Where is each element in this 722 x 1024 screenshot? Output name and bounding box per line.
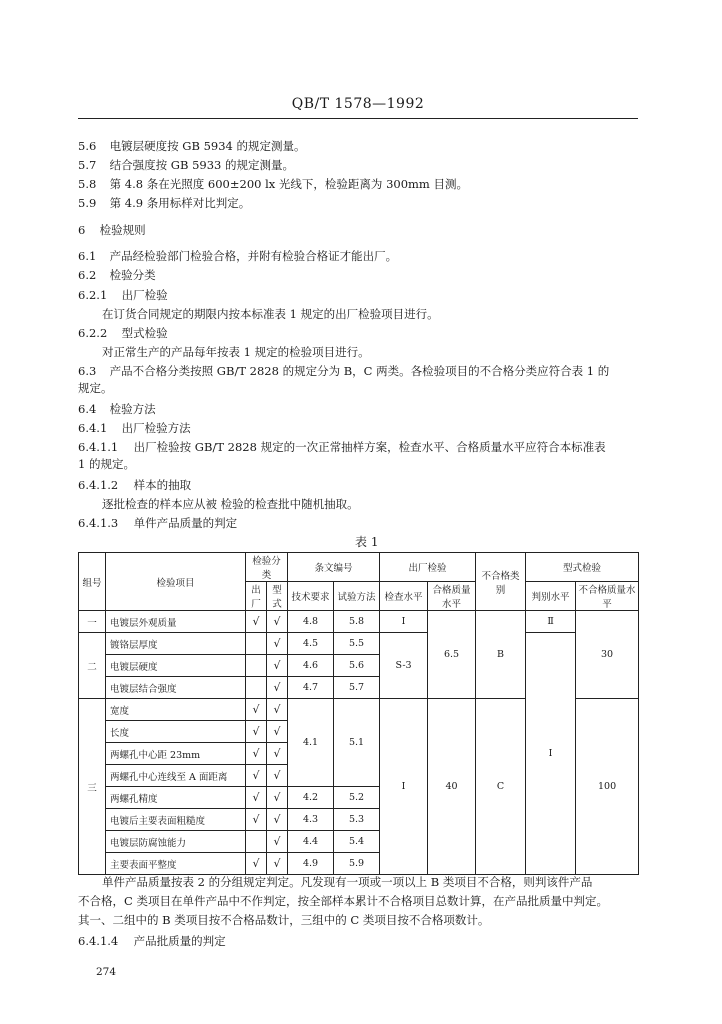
header-discrimination-level: 判别水平 — [526, 582, 576, 611]
header-inspection-level: 检查水平 — [380, 582, 428, 611]
table-caption: 表 1 — [355, 535, 379, 549]
table-row — [79, 633, 639, 655]
clause-6-1: 6.1 产品经检验部门检验合格，并附有检验合格证才能出厂。 — [78, 249, 398, 263]
item-cell: 电镀层外观质量 — [106, 611, 246, 633]
header-rql: 不合格质量水平 — [576, 582, 639, 611]
factory-check — [246, 831, 267, 853]
inspection-level-group-3: I — [380, 699, 428, 875]
factory-check: √ — [246, 765, 267, 787]
page-number: 274 — [96, 966, 117, 978]
factory-check: √ — [246, 743, 267, 765]
nonconformity-groups-1-2: B — [476, 611, 526, 699]
factory-check: √ — [246, 853, 267, 875]
type-check: √ — [267, 809, 288, 831]
header-nonconformity: 不合格类别 — [476, 553, 526, 611]
header-category: 检验分类 — [246, 553, 288, 582]
clause-6-2-1-body: 在订货合同规定的期限内按本标准表 1 规定的出厂检验项目进行。 — [102, 307, 439, 321]
test-clause: 5.9 — [334, 853, 380, 875]
tech-clause: 4.1 — [288, 699, 334, 787]
type-check: √ — [267, 633, 288, 655]
tech-clause: 4.4 — [288, 831, 334, 853]
clause-5-9: 5.9 第 4.9 条用标样对比判定。 — [78, 196, 251, 210]
factory-check: √ — [246, 699, 267, 721]
item-cell: 电镀层结合强度 — [106, 677, 246, 699]
after-table-para-line-1: 单件产品质量按表 2 的分组规定判定。凡发现有一项或一项以上 B 类项目不合格，则判该件产品 — [102, 875, 593, 889]
factory-check — [246, 633, 267, 655]
clause-6-2: 6.2 检验分类 — [78, 268, 156, 282]
factory-check: √ — [246, 787, 267, 809]
header-factory-inspection: 出厂检验 — [380, 553, 476, 582]
clause-6-4-1-1: 6.4.1.1 出厂检验按 GB/T 2828 规定的一次正常抽样方案，检查水平、合格质量水平应符合本标准表 — [78, 440, 606, 454]
item-cell: 电镀层防腐蚀能力 — [106, 831, 246, 853]
tech-clause: 4.8 — [288, 611, 334, 633]
type-check: √ — [267, 743, 288, 765]
item-cell: 主要表面平整度 — [106, 853, 246, 875]
tech-clause: 4.5 — [288, 633, 334, 655]
item-cell: 宽度 — [106, 699, 246, 721]
clause-5-7: 5.7 结合强度按 GB 5933 的规定测量。 — [78, 158, 295, 172]
test-clause: 5.5 — [334, 633, 380, 655]
header-item: 检验项目 — [106, 553, 246, 611]
tech-clause: 4.9 — [288, 853, 334, 875]
rql-group-3: 100 — [576, 699, 639, 875]
factory-check — [246, 677, 267, 699]
clause-6-4-1-1-cont: 1 的规定。 — [78, 457, 135, 471]
discrimination-level: Ⅱ — [526, 611, 576, 633]
item-cell: 两螺孔精度 — [106, 787, 246, 809]
factory-check: √ — [246, 809, 267, 831]
inspection-level-group-2: S-3 — [380, 633, 428, 699]
clause-6-4-1: 6.4.1 出厂检验方法 — [78, 421, 191, 435]
test-clause: 5.1 — [334, 699, 380, 787]
item-cell: 两螺孔中心连线至 A 面距离 — [106, 765, 246, 787]
header-clause-tech: 技术要求 — [288, 582, 334, 611]
table-header-row-1 — [79, 553, 639, 582]
header-rule — [78, 118, 638, 119]
clause-6-4-1-3: 6.4.1.3 单件产品质量的判定 — [78, 516, 238, 530]
type-check: √ — [267, 787, 288, 809]
type-check: √ — [267, 721, 288, 743]
factory-check: √ — [246, 721, 267, 743]
test-clause: 5.7 — [334, 677, 380, 699]
header-cat-factory: 出厂 — [246, 582, 267, 611]
header-aql: 合格质量水平 — [428, 582, 476, 611]
rql-group-2: 30 — [576, 611, 639, 699]
item-cell: 两螺孔中心距 23mm — [106, 743, 246, 765]
standard-code-header: QB/T 1578—1992 — [291, 96, 425, 112]
item-cell: 镀铬层厚度 — [106, 633, 246, 655]
group-cell: 一 — [79, 611, 106, 633]
header-cat-type: 型式 — [267, 582, 288, 611]
header-clause: 条文编号 — [288, 553, 380, 582]
inspection-level: I — [380, 611, 428, 633]
header-group: 组号 — [79, 553, 106, 611]
table-row — [79, 611, 639, 633]
type-check: √ — [267, 831, 288, 853]
type-check: √ — [267, 765, 288, 787]
test-clause: 5.4 — [334, 831, 380, 853]
aql-group-3: 40 — [428, 699, 476, 875]
group-cell: 三 — [79, 699, 106, 875]
clause-5-8: 5.8 第 4.8 条在光照度 600±200 lx 光线下，检验距离为 300mm 目测。 — [78, 177, 468, 191]
nonconformity-group-3: C — [476, 699, 526, 875]
type-check: √ — [267, 677, 288, 699]
tech-clause: 4.6 — [288, 655, 334, 677]
tech-clause: 4.7 — [288, 677, 334, 699]
tech-clause: 4.3 — [288, 809, 334, 831]
clause-6-4-1-2-body: 逐批检查的样本应从被 检验的检查批中随机抽取。 — [102, 497, 359, 511]
clause-6-4-1-4: 6.4.1.4 产品批质量的判定 — [78, 934, 226, 948]
type-check: √ — [267, 699, 288, 721]
tech-clause: 4.2 — [288, 787, 334, 809]
clause-6-4: 6.4 检验方法 — [78, 402, 156, 416]
item-cell: 长度 — [106, 721, 246, 743]
section-6-heading: 6 检验规则 — [78, 223, 146, 237]
test-clause: 5.8 — [334, 611, 380, 633]
clause-6-3-cont: 规定。 — [78, 381, 113, 395]
aql-groups-1-2: 6.5 — [428, 611, 476, 699]
factory-check — [246, 655, 267, 677]
after-table-para-line-2: 不合格，C 类项目在单件产品中不作判定，按全部样本累计不合格项目总数计算，在产品批质量中判定。 — [78, 894, 608, 908]
test-clause: 5.3 — [334, 809, 380, 831]
type-check: √ — [267, 655, 288, 677]
clause-6-2-2-body: 对正常生产的产品每年按表 1 规定的检验项目进行。 — [102, 345, 370, 359]
inspection-table — [78, 552, 639, 875]
item-cell: 电镀后主要表面粗糙度 — [106, 809, 246, 831]
clause-6-2-2: 6.2.2 型式检验 — [78, 326, 168, 340]
clause-6-2-1: 6.2.1 出厂检验 — [78, 288, 168, 302]
group-cell: 二 — [79, 633, 106, 699]
item-cell: 电镀层硬度 — [106, 655, 246, 677]
header-clause-test: 试验方法 — [334, 582, 380, 611]
test-clause: 5.6 — [334, 655, 380, 677]
header-type-inspection: 型式检验 — [526, 553, 639, 582]
type-check: √ — [267, 853, 288, 875]
discrimination-level-groups-2-3: I — [526, 633, 576, 875]
clause-5-6: 5.6 电镀层硬度按 GB 5934 的规定测量。 — [78, 139, 306, 153]
after-table-para-line-3: 其一、二组中的 B 类项目按不合格品数计，三组中的 C 类项目按不合格项数计。 — [78, 913, 490, 927]
test-clause: 5.2 — [334, 787, 380, 809]
clause-6-4-1-2: 6.4.1.2 样本的抽取 — [78, 478, 192, 492]
clause-6-3: 6.3 产品不合格分类按照 GB/T 2828 的规定分为 B，C 两类。各检验项目的不合格分类应符合表 1 的 — [78, 364, 610, 378]
factory-check: √ — [246, 611, 267, 633]
type-check: √ — [267, 611, 288, 633]
